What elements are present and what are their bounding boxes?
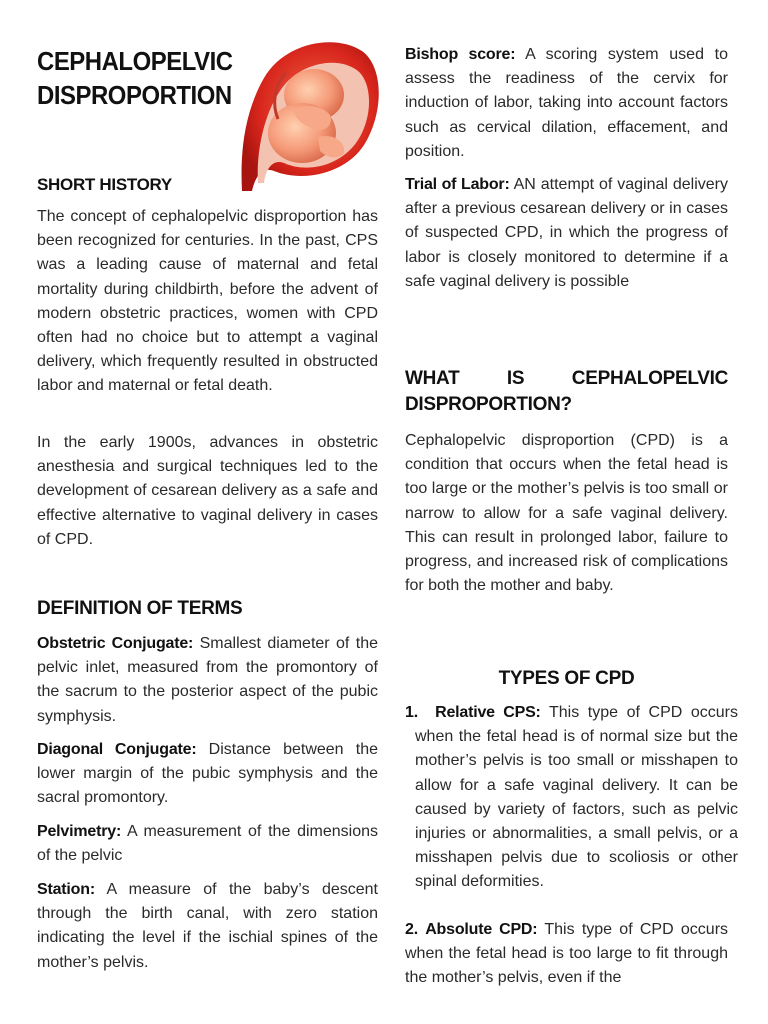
term-definition: Smallest diameter of the pelvic inlet, measured from the promontory of the sacrum to the posterior aspect of the pubic symphysis. [37,635,378,725]
list-text: This type of CPD occurs when the fetal head is of normal size but the mother’s pelvis is too small or misshapen to allow for a safe vaginal delivery. It can be caused by variety of factors, such as pelvic injuries or abnormalities, a small pelvis, or a misshapen pelvis due to scoliosis or other spinal deformities. [415,704,739,891]
term-label: Trial of Labor: [405,176,510,193]
what-is-paragraph: Cephalopelvic disproportion (CPD) is a condition that occurs when the fetal head is too large or the mother’s pelvis is too small or narrow to allow for a safe vaginal delivery. This can result in prolonged labor, failure to progress, and increased risk of complications for both the mother and baby. [405,432,728,595]
list-item [405,918,728,991]
list-number: 2. [405,921,418,938]
term-definition: A scoring system used to assess the readiness of the cervix for induction of labor, taking into account factors such as cervical dilation, effacement, and position. [405,46,729,160]
types-heading: TYPES OF CPD [498,668,635,689]
definition-bishop-score [405,43,728,164]
page-title: CEPHALOPELVIC DISPROPORTION [37,46,233,110]
definition-pelvimetry [37,820,378,868]
what-is-heading: WHAT IS CEPHALOPELVIC DISPROPORTION? [405,368,728,415]
term-label: Diagonal Conjugate: [37,741,197,758]
term-label: Obstetric Conjugate: [37,635,194,652]
fetus-in-womb-icon [234,33,382,193]
definition-trial-of-labor [405,173,728,294]
definitions-heading: DEFINITION OF TERMS [37,598,243,619]
definition-station [37,878,378,975]
term-label: Relative CPS: [435,704,541,721]
list-item [405,701,738,895]
term-label: Station: [37,881,95,898]
short-history-heading: SHORT HISTORY [37,175,172,194]
term-definition: A measure of the baby’s descent through the birth canal, with zero station indicating the level if the ischial spines of the mother’s pelvis. [37,881,378,971]
term-definition: A measurement of the dimensions of the pelvic [37,823,379,865]
definition-obstetric-conjugate [37,632,378,729]
list-number: 1. [405,704,418,721]
term-definition: AN attempt of vaginal delivery after a previous cesarean delivery or in cases of suspected CPD, in which the progress of labor is closely monitored to determine if a safe vaginal delivery is possible [405,176,729,290]
list-text: This type of CPD occurs when the fetal head is too large to fit through the mother’s pelvis, even if the [405,921,729,987]
term-label: Bishop score: [405,46,516,63]
term-definition: Distance between the lower margin of the pubic symphysis and the sacral promontory. [37,741,378,807]
term-label: Pelvimetry: [37,823,122,840]
short-history-paragraph-2: In the early 1900s, advances in obstetric anesthesia and surgical techniques led to the development of cesarean delivery as a safe and effective alternative to vaginal delivery in cases of CPD. [37,434,378,548]
term-label: Absolute CPD: [425,921,538,938]
definition-diagonal-conjugate [37,738,378,811]
short-history-paragraph-1: The concept of cephalopelvic disproportion has been recognized for centuries. In the past, CPS was a leading cause of maternal and fetal mortality during childbirth, before the advent of modern obstetric practices, women with CPD often had no choice but to attempt a vaginal delivery, which frequently resulted in obstructed labor and maternal or fetal death. [37,208,378,395]
